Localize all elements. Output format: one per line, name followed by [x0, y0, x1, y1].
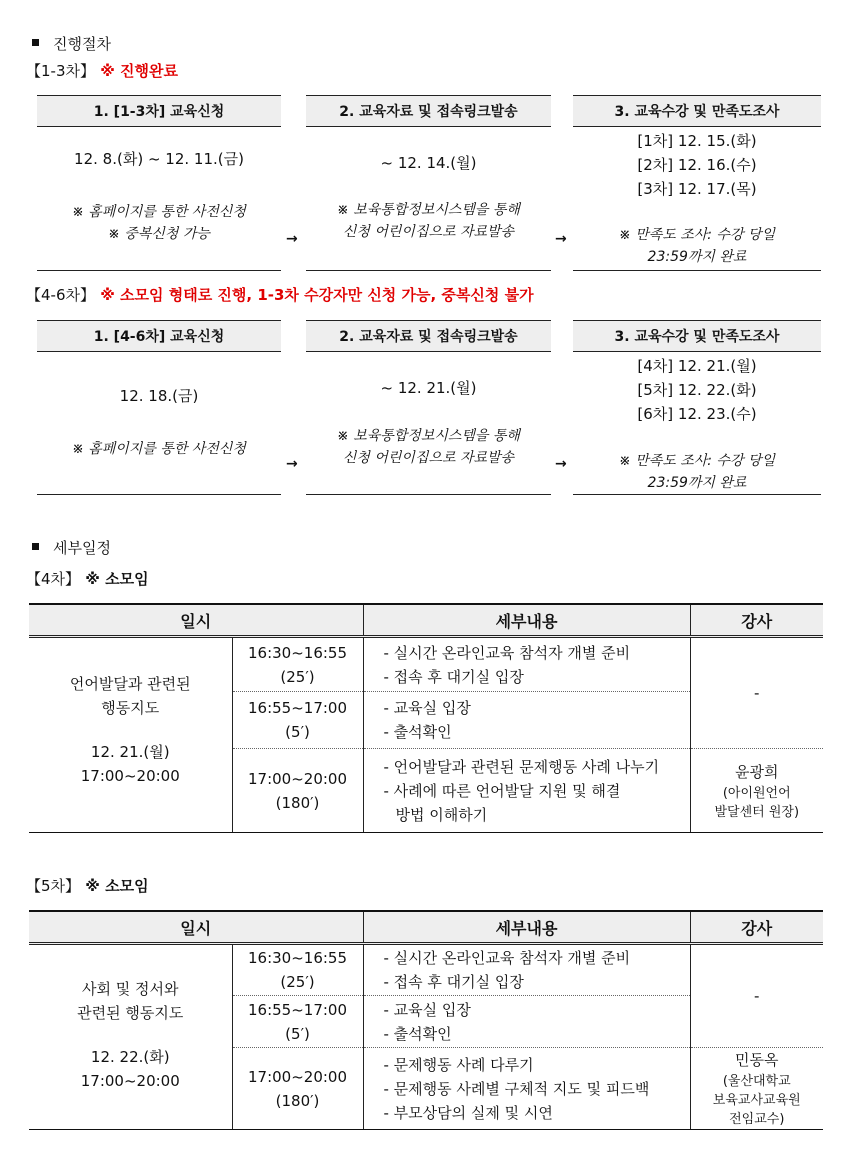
step-divider: [37, 270, 281, 271]
time-range: 16:30~16:55: [247, 643, 348, 662]
topic-line: 관련된 행동지도: [77, 1004, 184, 1022]
lecturer-name: 민동옥: [735, 1051, 779, 1069]
session-date: [4차] 12. 21.(월): [637, 357, 757, 375]
step-heading: 1. [4-6차] 교육신청: [37, 320, 281, 352]
lecturer-empty: -: [754, 987, 760, 1005]
time-cell: [232, 944, 363, 996]
session-title: ※ 소모임: [85, 877, 149, 895]
section-title: 세부일정: [53, 539, 111, 557]
lecturer-cell: [690, 1048, 823, 1130]
session-heading: [26, 568, 149, 589]
step-divider: [573, 494, 821, 495]
note-line: 신청 어린이집으로 자료발송: [342, 450, 515, 466]
phase-heading: [26, 60, 178, 81]
session-topic-cell: [29, 944, 232, 1130]
process-step: [306, 95, 551, 271]
step-divider: [573, 270, 821, 271]
arrow-right-icon: →: [555, 456, 567, 472]
header-content: 세부내용: [363, 604, 690, 637]
content-item: - 문제행동 사례별 구체적 지도 및 피드백: [383, 1079, 650, 1098]
duration: (25′): [280, 667, 315, 686]
content-item: - 부모상담의 실제 및 시연: [383, 1103, 553, 1122]
process-step: [306, 320, 551, 496]
step-note: [573, 450, 821, 494]
schedule-table: [29, 603, 823, 833]
step-heading: 2. 교육자료 및 접속링크발송: [306, 320, 551, 352]
duration: (5′): [285, 1024, 310, 1043]
section-heading-procedure: [32, 33, 111, 54]
step-divider: [306, 494, 551, 495]
process-step: [573, 320, 821, 496]
step-divider: [37, 494, 281, 495]
lecturer-empty: -: [754, 684, 760, 702]
step-note: [37, 438, 281, 460]
content-cell: [363, 996, 690, 1048]
time-range: 16:55~17:00: [247, 699, 348, 717]
bullet-square-icon: [32, 39, 39, 46]
step-heading: 2. 교육자료 및 접속링크발송: [306, 95, 551, 127]
arrow-right-icon: →: [555, 231, 567, 247]
header-lecturer: 강사: [690, 911, 823, 944]
step-heading: 3. 교육수강 및 만족도조사: [573, 320, 821, 352]
session-time: 17:00~20:00: [80, 1072, 180, 1090]
note-line: ※ 중복신청 가능: [108, 226, 210, 242]
phase-status: ※ 소모임 형태로 진행, 1-3차 수강자만 신청 가능, 중복신청 불가: [100, 286, 534, 304]
phase-bracket: 【4-6차】: [26, 286, 95, 304]
time-range: 16:55~17:00: [247, 1000, 348, 1019]
session-date: [6차] 12. 23.(수): [637, 405, 757, 423]
lecturer-org: 전임교수): [729, 1112, 785, 1127]
session-time: 17:00~20:00: [80, 767, 180, 785]
content-cell: [363, 749, 690, 833]
content-item: - 출석확인: [383, 723, 452, 741]
time-range: 17:00~20:00: [247, 769, 348, 788]
lecturer-cell: [690, 749, 823, 833]
content-item: - 실시간 온라인교육 참석자 개별 준비: [383, 949, 631, 967]
arrow-right-icon: →: [286, 456, 298, 472]
content-item: - 교육실 입장: [383, 699, 471, 717]
phase-status: ※ 진행완료: [100, 62, 178, 80]
step-date: ~ 12. 14.(월): [380, 154, 477, 172]
step-date: ~ 12. 21.(월): [380, 379, 477, 397]
topic-line: 사회 및 정서와: [82, 980, 179, 998]
lecturer-cell: [690, 637, 823, 749]
session-date: [3차] 12. 17.(목): [637, 180, 757, 198]
step-note: [37, 201, 281, 245]
session-heading: [26, 875, 149, 896]
note-line: ※ 만족도 조사: 수강 당일: [619, 453, 775, 469]
note-line: 23:59까지 완료: [647, 475, 747, 491]
step-heading: 3. 교육수강 및 만족도조사: [573, 95, 821, 127]
time-cell: [232, 749, 363, 833]
step-date: 12. 8.(화) ~ 12. 11.(금): [74, 150, 244, 168]
session-topic-cell: [29, 637, 232, 833]
section-title: 진행절차: [53, 35, 111, 53]
content-item: - 언어발달과 관련된 문제행동 사례 나누기: [383, 757, 660, 776]
lecturer-org: (아이원언어: [722, 785, 791, 801]
content-item: - 교육실 입장: [383, 1000, 471, 1019]
process-step: [37, 320, 281, 496]
header-content: 세부내용: [363, 911, 690, 944]
table-row: [29, 944, 823, 996]
schedule-table: [29, 910, 823, 1130]
note-line: ※ 보육통합정보시스템을 통해: [337, 428, 520, 444]
duration: (25′): [280, 973, 315, 991]
time-range: 16:30~16:55: [247, 949, 348, 967]
session-date: [5차] 12. 22.(화): [637, 381, 757, 399]
header-date: 일시: [29, 604, 363, 637]
session-date: [1차] 12. 15.(화): [637, 132, 757, 150]
lecturer-org: 보육교사교육원: [712, 1093, 801, 1108]
phase-bracket: 【1-3차】: [26, 62, 95, 80]
time-cell: [232, 1048, 363, 1130]
content-item: - 문제행동 사례 다루기: [383, 1055, 534, 1074]
header-lecturer: 강사: [690, 604, 823, 637]
session-date: 12. 22.(화): [90, 1048, 170, 1066]
note-line: ※ 만족도 조사: 수강 당일: [619, 227, 775, 243]
content-item: - 실시간 온라인교육 참석자 개별 준비: [383, 643, 631, 662]
content-item: - 사례에 따른 언어발달 지원 및 해결: [383, 781, 621, 800]
duration: (180′): [275, 793, 320, 812]
note-line: ※ 보육통합정보시스템을 통해: [337, 202, 520, 218]
bullet-square-icon: [32, 543, 39, 550]
phase-heading: [26, 284, 534, 305]
content-item: 방법 이해하기: [395, 805, 488, 824]
session-date: 12. 21.(월): [90, 743, 170, 761]
note-line: ※ 홈페이지를 통한 사전신청: [72, 204, 246, 220]
content-item: - 출석확인: [383, 1024, 452, 1043]
session-date: [2차] 12. 16.(수): [637, 156, 757, 174]
step-note: [306, 425, 551, 469]
arrow-right-icon: →: [286, 231, 298, 247]
step-date: 12. 18.(금): [119, 387, 199, 405]
process-step: [37, 95, 281, 271]
time-cell: [232, 692, 363, 749]
table-row: [29, 637, 823, 692]
time-cell: [232, 996, 363, 1048]
topic-line: 행동지도: [101, 699, 160, 717]
step-divider: [306, 270, 551, 271]
content-item: - 접속 후 대기실 입장: [383, 973, 524, 991]
note-line: ※ 홈페이지를 통한 사전신청: [72, 441, 246, 457]
session-dates: [573, 129, 821, 201]
content-cell: [363, 944, 690, 996]
content-cell: [363, 692, 690, 749]
step-heading: 1. [1-3차] 교육신청: [37, 95, 281, 127]
lecturer-name: 윤광희: [735, 762, 779, 781]
lecturer-cell: [690, 944, 823, 1048]
header-date: 일시: [29, 911, 363, 944]
note-line: 신청 어린이집으로 자료발송: [342, 224, 515, 240]
content-cell: [363, 1048, 690, 1130]
step-note: [573, 224, 821, 268]
session-title: ※ 소모임: [85, 570, 149, 588]
step-note: [306, 199, 551, 243]
duration: (5′): [285, 723, 310, 741]
duration: (180′): [275, 1091, 320, 1110]
lecturer-org: (울산대학교: [722, 1074, 791, 1089]
session-dates: [573, 354, 821, 426]
time-cell: [232, 637, 363, 692]
process-step: [573, 95, 821, 271]
content-item: - 접속 후 대기실 입장: [383, 667, 524, 686]
content-cell: [363, 637, 690, 692]
section-heading-schedule: [32, 537, 111, 558]
topic-line: 언어발달과 관련된: [69, 675, 191, 693]
session-bracket: 【4차】: [26, 570, 81, 588]
session-bracket: 【5차】: [26, 877, 81, 895]
note-line: 23:59까지 완료: [647, 249, 747, 265]
lecturer-org: 발달센터 원장): [714, 804, 800, 820]
time-range: 17:00~20:00: [247, 1067, 348, 1086]
